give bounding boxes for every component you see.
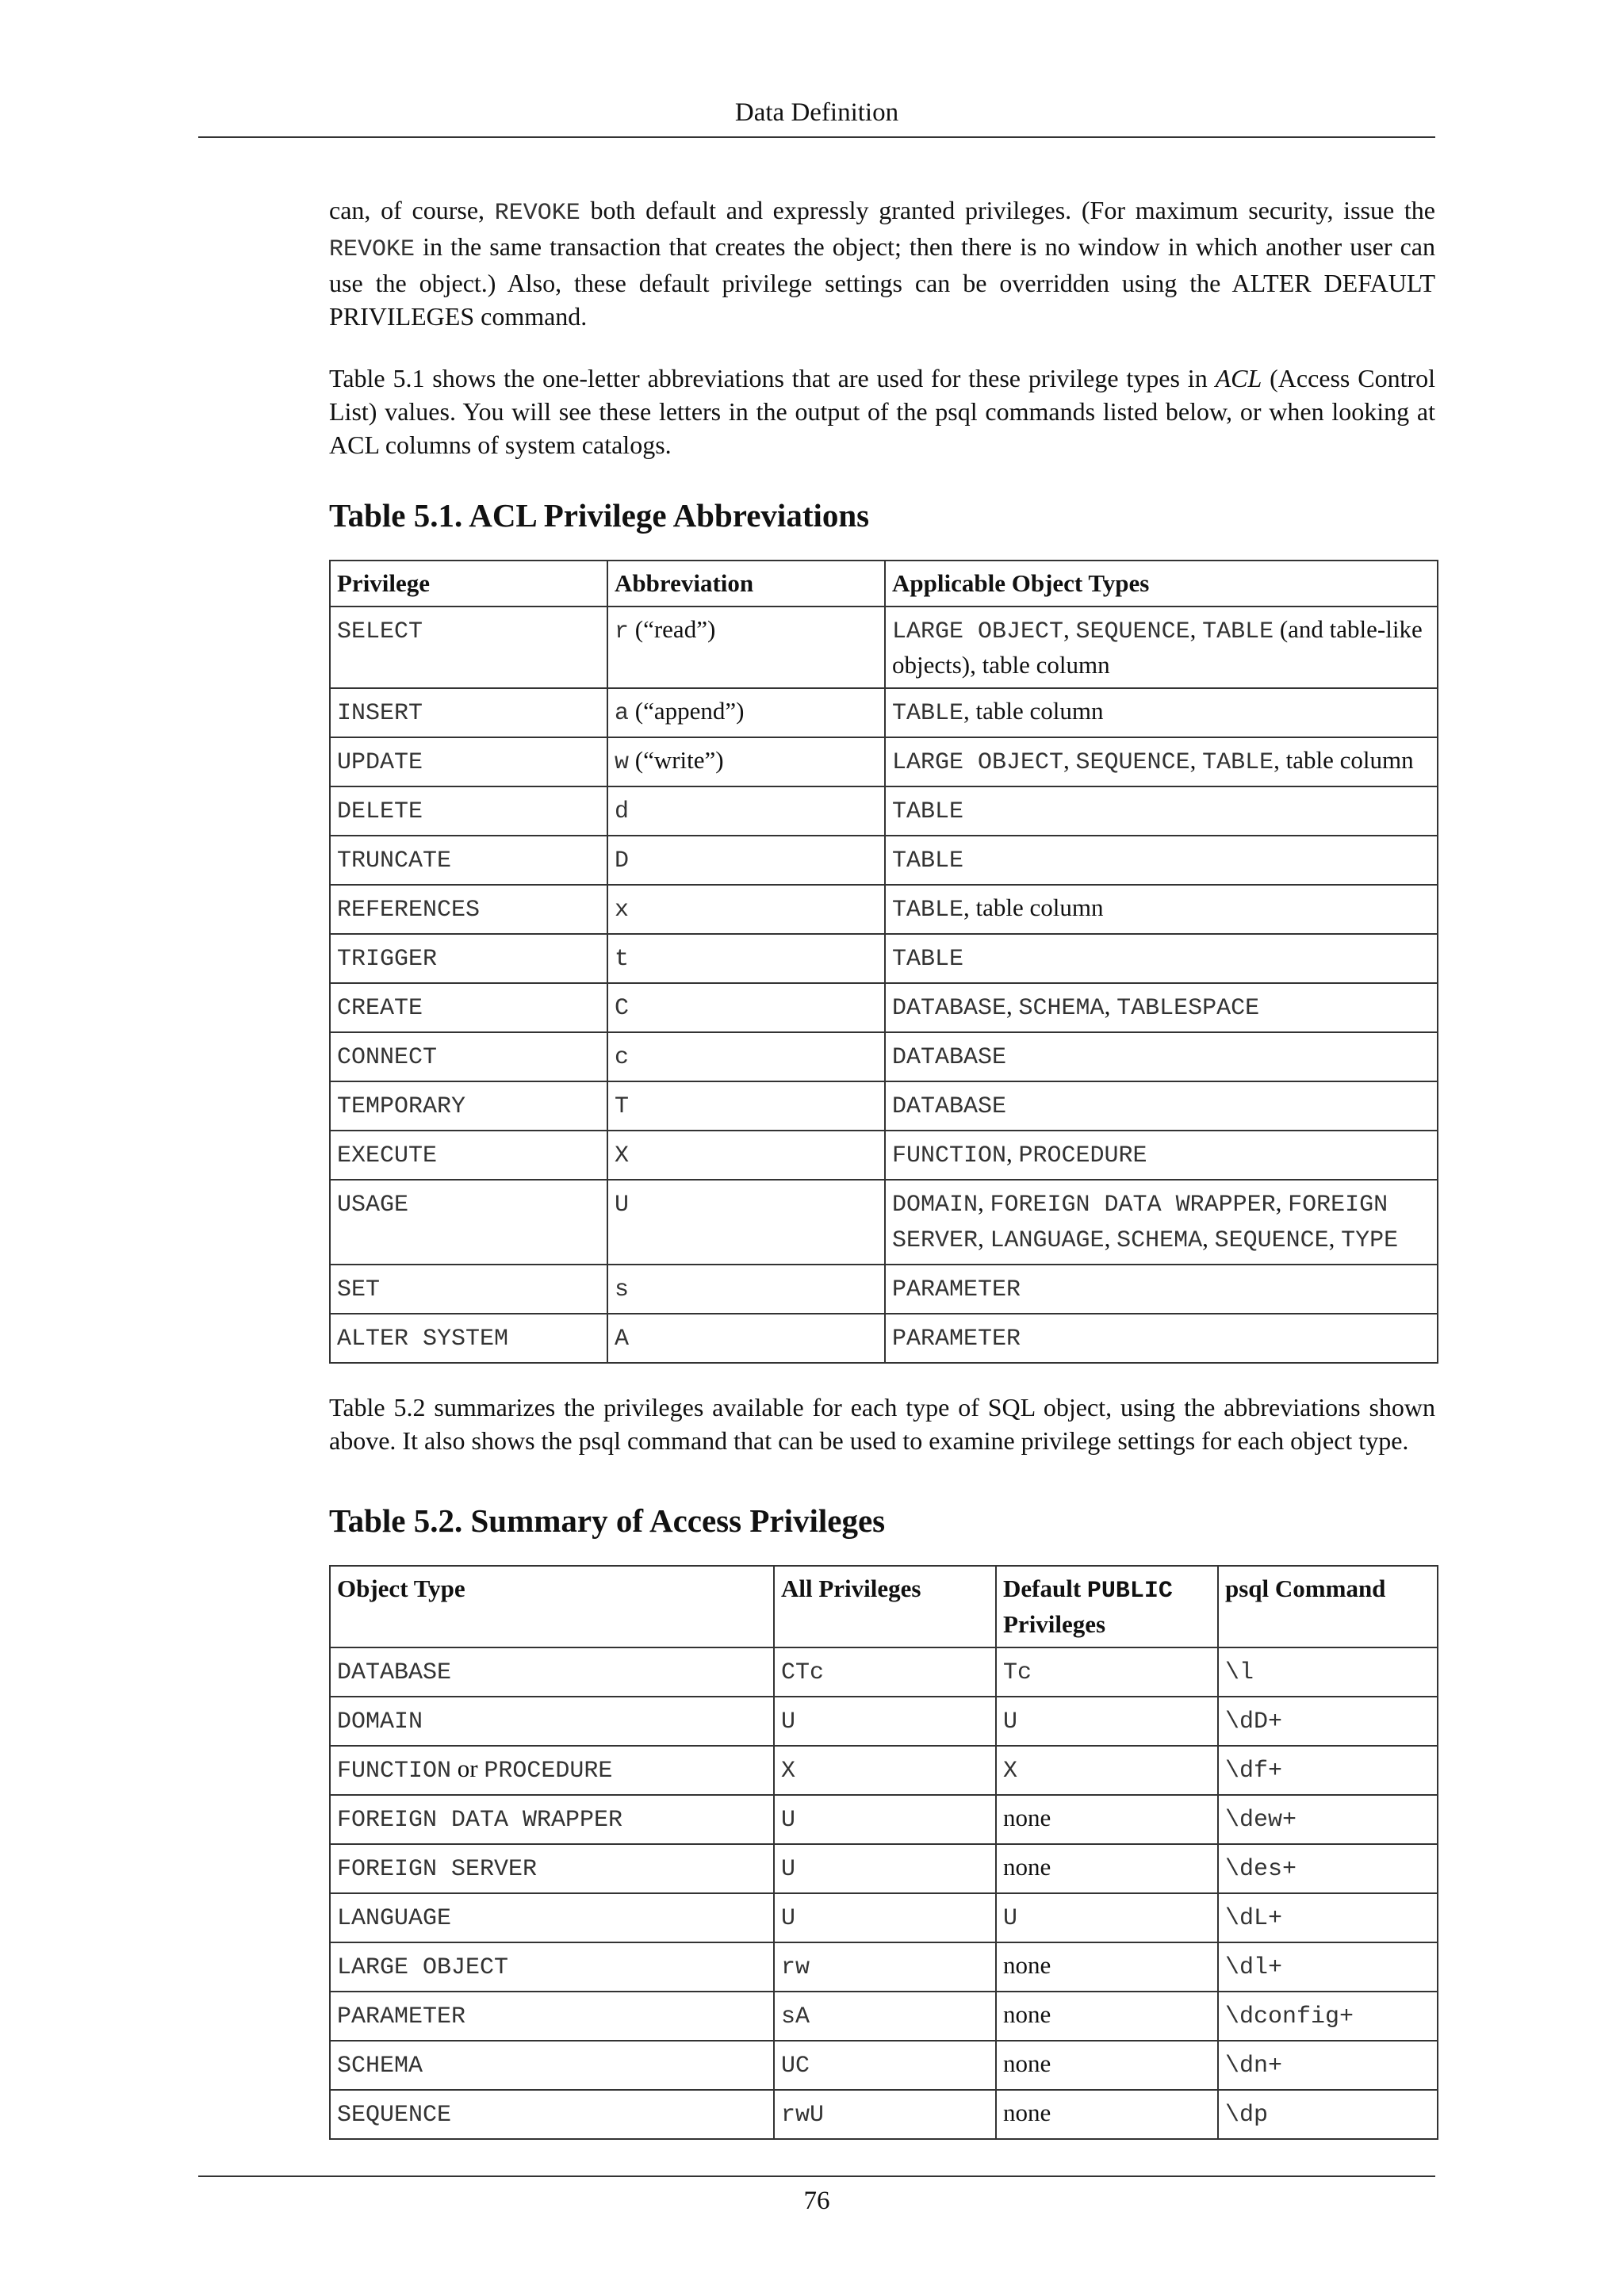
column-header: Privilege [330,561,607,607]
table-row [330,1265,1438,1314]
table-cell [1218,1746,1438,1795]
page-number: 76 [803,2187,830,2215]
table-cell [330,737,607,786]
inline-code: TABLE [1202,749,1274,776]
inline-code: U [1003,1709,1018,1735]
table-cell [885,1180,1438,1265]
inline-code: LARGE OBJECT [892,618,1064,645]
table-cell [885,934,1438,983]
table-cell [330,2041,774,2090]
inline-code: A [615,1326,630,1353]
text-run: All Privileges [781,1575,921,1602]
table-row [330,1697,1438,1746]
table-cell [774,2041,996,2090]
table2-title: Table 5.2. Summary of Access Privileges [329,1502,886,1539]
table-cell [330,1697,774,1746]
table-cell [774,1942,996,1992]
table-cell [996,2041,1218,2090]
inline-code: LANGUAGE [337,1905,452,1932]
page-header: Data Definition [734,98,899,127]
text-run: none [1003,1853,1051,1881]
table-row [330,2041,1438,2090]
table-cell [330,983,607,1032]
table-cell [607,1081,885,1131]
text-run: , [1202,1224,1215,1252]
table-row [330,1942,1438,1992]
inline-code: X [1003,1758,1018,1785]
table-row [330,737,1438,786]
table-cell [330,2090,774,2139]
inline-code: CREATE [337,995,423,1022]
inline-code: PROCEDURE [1018,1142,1147,1169]
table1-title: Table 5.1. ACL Privilege Abbreviations [329,497,870,534]
table-cell [885,786,1438,836]
inline-code: PARAMETER [337,2003,466,2030]
paragraph-acl-intro [329,362,1435,461]
table-cell [330,885,607,934]
table-cell [1218,2090,1438,2139]
table-cell [774,1647,996,1697]
inline-code: SEQUENCE [1075,749,1190,776]
table-cell [996,1795,1218,1844]
header-rule [198,136,1435,138]
column-header: Abbreviation [607,561,885,607]
text-run: none [1003,1804,1051,1831]
text-run: , table column [1274,746,1414,774]
inline-code: FUNCTION [892,1142,1007,1169]
inline-code: PUBLIC [1086,1578,1173,1605]
column-header [330,1566,774,1647]
table-cell [885,688,1438,737]
table-cell [330,1081,607,1131]
inline-code: DATABASE [892,995,1007,1022]
inline-code: d [615,798,630,825]
table-cell [1218,1647,1438,1697]
text-run: Privileges [1003,1610,1106,1638]
inline-code: TEMPORARY [337,1093,466,1120]
table-cell [885,607,1438,688]
table-row [330,1314,1438,1363]
column-header [774,1566,996,1647]
inline-code: \dD+ [1225,1709,1283,1735]
table-cell [1218,1697,1438,1746]
table-cell [774,1844,996,1893]
inline-code: EXECUTE [337,1142,438,1169]
inline-code: \des+ [1225,1856,1297,1883]
inline-code: PARAMETER [892,1326,1021,1353]
table-cell [996,1647,1218,1697]
table-row [330,1131,1438,1180]
table-cell [996,1942,1218,1992]
table-cell [774,1697,996,1746]
inline-code: x [615,897,630,924]
table-row [330,934,1438,983]
table-row [330,1081,1438,1131]
inline-code: U [781,1905,796,1932]
inline-code: SEQUENCE [1075,618,1190,645]
inline-code: r [615,618,630,645]
inline-code: DOMAIN [892,1192,979,1219]
table-cell [330,1647,774,1697]
inline-code: FOREIGN DATA WRAPPER [990,1192,1276,1219]
access-privileges-table [329,1565,1438,2140]
table-cell [885,1314,1438,1363]
table-row [330,1992,1438,2041]
table-cell [330,607,607,688]
table-cell [330,1893,774,1942]
text-run: , [978,1188,990,1216]
inline-code: U [781,1709,796,1735]
table-cell [1218,1893,1438,1942]
table-row [330,1180,1438,1265]
table-cell [330,1265,607,1314]
table-cell [1218,1992,1438,2041]
inline-code: DATABASE [892,1093,1007,1120]
table-cell [607,786,885,836]
inline-code: C [615,995,630,1022]
inline-code: TABLE [892,848,964,874]
table-cell [996,1992,1218,2041]
inline-code: \dn+ [1225,2053,1283,2080]
table-cell [330,1844,774,1893]
table-row [330,607,1438,688]
inline-code: USAGE [337,1192,409,1219]
table-cell [330,934,607,983]
table-row [330,836,1438,885]
table-row [330,1647,1438,1697]
inline-code: T [615,1093,630,1120]
inline-code: PROCEDURE [484,1758,613,1785]
column-header [996,1566,1218,1647]
table-cell [885,836,1438,885]
inline-code: rwU [781,2102,825,2129]
text-run: , [1104,1224,1117,1252]
text-run: , [1063,615,1076,643]
table-cell [1218,2041,1438,2090]
inline-code: SEQUENCE [1214,1227,1329,1254]
text-run: psql Command [1225,1575,1386,1602]
text-run: , [1063,746,1076,774]
inline-code: FOREIGN DATA WRAPPER [337,1807,623,1834]
inline-code: D [615,848,630,874]
table-cell [330,1746,774,1795]
text-run: (“append”) [629,697,745,725]
inline-code: Tc [1003,1659,1032,1686]
inline-code: CTc [781,1659,825,1686]
text-run: (“read”) [629,615,716,643]
text-run: Table 5.2 summarizes the privileges available for each type of SQL object, using the abbreviations shown above. It also shows the psql command that can be used to examine privilege settings for each object type. [329,1393,1435,1455]
inline-code: TABLE [1202,618,1274,645]
inline-code: DATABASE [892,1044,1007,1071]
table-cell [774,1746,996,1795]
text-run: Default [1003,1575,1087,1602]
text-run: , [1189,615,1203,643]
text-run: none [1003,2000,1051,2028]
table-cell [330,1942,774,1992]
inline-code: REVOKE [329,236,416,263]
text-run: (and table-like objects), table column [892,615,1423,679]
inline-code: sA [781,2003,810,2030]
inline-code: SELECT [337,618,423,645]
inline-code: TRUNCATE [337,848,452,874]
table-row [330,983,1438,1032]
text-run: , [978,1224,990,1252]
inline-code: FOREIGN SERVER [337,1856,538,1883]
inline-code: w [615,749,630,776]
text-run: none [1003,2099,1051,2126]
table-cell [607,737,885,786]
inline-code: U [615,1192,630,1219]
table-row [330,1795,1438,1844]
inline-code: SET [337,1276,381,1303]
text-run: , [1104,992,1117,1020]
table-row [330,1893,1438,1942]
table-cell [330,1314,607,1363]
table-cell [1218,1942,1438,1992]
table-cell [330,1795,774,1844]
text-run: or [451,1755,485,1782]
inline-code: c [615,1044,630,1071]
text-run: , [1006,992,1019,1020]
table-row [330,786,1438,836]
table-cell [330,1992,774,2041]
table-cell [330,1180,607,1265]
emphasis: ACL [1215,364,1262,392]
inline-code: X [615,1142,630,1169]
inline-code: \df+ [1225,1758,1283,1785]
table-cell [885,737,1438,786]
text-run: (Access Control List) values. You will see these letters in the output of the psql commands listed below, or when looking at ACL columns of system catalogs. [329,364,1436,459]
table-cell [885,1081,1438,1131]
inline-code: PARAMETER [892,1276,1021,1303]
inline-code: rw [781,1954,810,1981]
table-cell [774,1893,996,1942]
table-cell [330,1131,607,1180]
inline-code: DELETE [337,798,423,825]
inline-code: DATABASE [337,1659,452,1686]
table-cell [885,983,1438,1032]
inline-code: INSERT [337,700,423,727]
inline-code: TABLE [892,700,964,727]
table-cell [607,983,885,1032]
inline-code: TABLE [892,946,964,973]
inline-code: \dp [1225,2102,1269,2129]
table-cell [330,1032,607,1081]
inline-code: TRIGGER [337,946,438,973]
text-run: , [1328,1224,1342,1252]
inline-code: \dL+ [1225,1905,1283,1932]
table-row [330,688,1438,737]
table-cell [996,1893,1218,1942]
inline-code: REFERENCES [337,897,481,924]
table-cell [607,1265,885,1314]
text-run: , table column [963,894,1104,921]
inline-code: a [615,700,630,727]
text-run: in the same transaction that creates the object; then there is no window in which another user can use the object.) Also, these default privilege settings can be overridden using the ALTER DEFAULT PRIVILEGES command. [329,232,1435,331]
table-row [330,885,1438,934]
inline-code: REVOKE [494,200,580,227]
inline-code: ALTER SYSTEM [337,1326,509,1353]
text-run: , [1275,1188,1289,1216]
inline-code: \dew+ [1225,1807,1297,1834]
table-cell [996,1746,1218,1795]
table-cell [607,1314,885,1363]
table-cell [330,786,607,836]
acl-abbreviations-table [329,560,1438,1364]
table-cell [607,688,885,737]
table-cell [607,607,885,688]
inline-code: TABLESPACE [1116,995,1260,1022]
table-header-row [330,1566,1438,1647]
table-cell [330,836,607,885]
table-row [330,1746,1438,1795]
table-cell [996,1697,1218,1746]
inline-code: t [615,946,630,973]
text-run: , [1189,746,1203,774]
text-run: both default and expressly granted privileges. (For maximum security, issue the [580,196,1436,224]
text-run: (“write”) [629,746,724,774]
text-run: Table 5.1 shows the one-letter abbreviations that are used for these privilege types in [329,364,1216,392]
table-cell [1218,1795,1438,1844]
table-cell [330,688,607,737]
inline-code: UPDATE [337,749,423,776]
table-cell [607,1180,885,1265]
text-run: , [1006,1139,1019,1167]
text-run: can, of course, [329,196,495,224]
inline-code: SCHEMA [1018,995,1105,1022]
inline-code: FUNCTION [337,1758,452,1785]
table-cell [774,1795,996,1844]
inline-code: UC [781,2053,810,2080]
inline-code: X [781,1758,796,1785]
inline-code: SEQUENCE [337,2102,452,2129]
table-row [330,1844,1438,1893]
inline-code: U [1003,1905,1018,1932]
text-run: , table column [963,697,1104,725]
inline-code: \dl+ [1225,1954,1283,1981]
column-header: Applicable Object Types [885,561,1438,607]
inline-code: s [615,1276,630,1303]
inline-code: SCHEMA [337,2053,423,2080]
inline-code: DOMAIN [337,1709,423,1735]
table-cell [607,885,885,934]
inline-code: TABLE [892,897,964,924]
inline-code: TABLE [892,798,964,825]
table-row [330,2090,1438,2139]
inline-code: CONNECT [337,1044,438,1071]
table-cell [607,1131,885,1180]
table-header-row [330,561,1438,607]
table-cell [607,836,885,885]
table-cell [996,2090,1218,2139]
table-cell [885,1131,1438,1180]
column-header [1218,1566,1438,1647]
table-cell [885,1032,1438,1081]
footer-rule [198,2175,1435,2177]
table-cell [774,1992,996,2041]
paragraph-revoke [329,193,1435,333]
inline-code: \dconfig+ [1225,2003,1354,2030]
table-cell [607,1032,885,1081]
page-content [329,193,1435,2140]
inline-code: FOREIGN SERVER [892,1192,1388,1254]
table-cell [607,934,885,983]
inline-code: LARGE OBJECT [337,1954,509,1981]
table-cell [996,1844,1218,1893]
table-row [330,1032,1438,1081]
table-cell [774,2090,996,2139]
inline-code: \l [1225,1659,1254,1686]
inline-code: TYPE [1341,1227,1399,1254]
table-cell [885,885,1438,934]
table-cell [1218,1844,1438,1893]
inline-code: U [781,1856,796,1883]
inline-code: LARGE OBJECT [892,749,1064,776]
inline-code: LANGUAGE [990,1227,1105,1254]
paragraph-summary-intro [329,1391,1435,1457]
text-run: Object Type [337,1575,465,1602]
inline-code: U [781,1807,796,1834]
text-run: none [1003,2049,1051,2077]
text-run: none [1003,1951,1051,1979]
table-cell [885,1265,1438,1314]
inline-code: SCHEMA [1116,1227,1203,1254]
